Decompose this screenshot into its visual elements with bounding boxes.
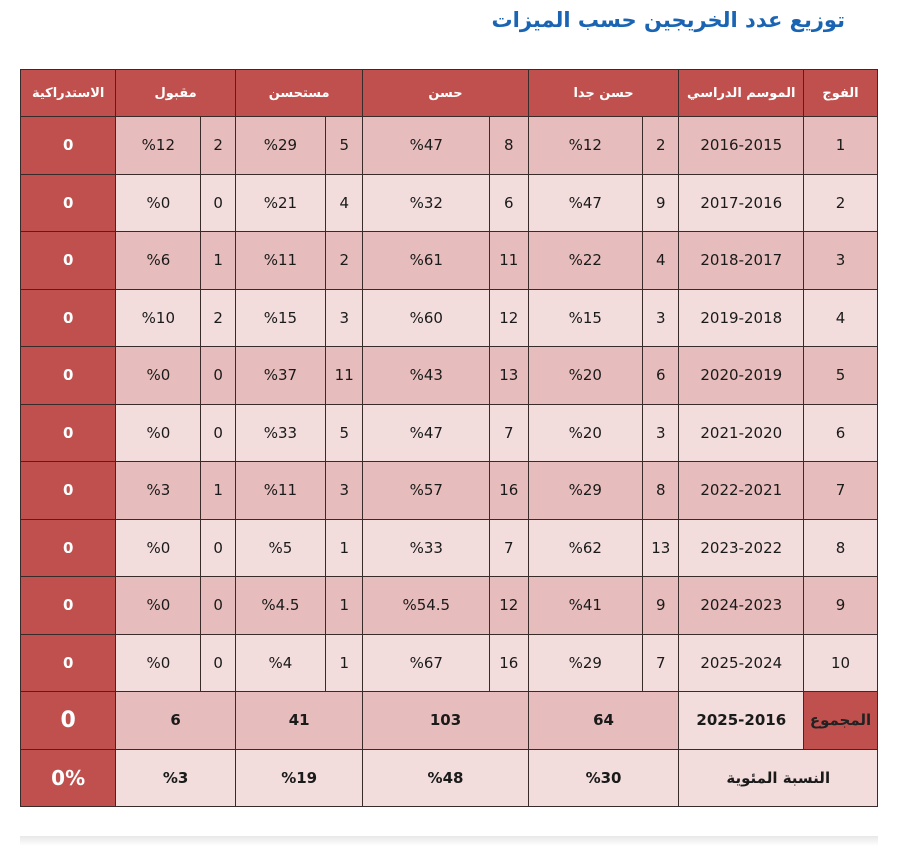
cell-good-count: 7 (490, 404, 528, 462)
table-shadow (20, 836, 878, 846)
cell-fairly-good-percent: %15 (235, 289, 325, 347)
cell-very-good-count: 9 (643, 174, 679, 232)
cell-cohort: 4 (804, 289, 878, 347)
cell-fairly-good-percent: %11 (235, 462, 325, 520)
table-row (21, 519, 878, 577)
cell-good-percent: %67 (363, 634, 490, 692)
cell-season: 2022-2021 (679, 462, 804, 520)
cell-passable-count: 0 (201, 174, 235, 232)
cell-very-good-count: 13 (643, 519, 679, 577)
cell-season: 2019-2018 (679, 289, 804, 347)
totals-label-cell (804, 692, 878, 750)
header-row (21, 70, 878, 117)
cell-strategic: 0 (21, 519, 116, 577)
cell-good-count: 11 (490, 232, 528, 290)
cell-very-good-percent: %20 (528, 404, 642, 462)
header-passable: مقبول (116, 70, 236, 117)
cell-very-good-count: 7 (643, 634, 679, 692)
cell-cohort: 3 (804, 232, 878, 290)
cell-season: 2025-2024 (679, 634, 804, 692)
cell-season: 2016-2015 (679, 117, 804, 175)
cell-cohort: 10 (804, 634, 878, 692)
cell-good-count: 12 (490, 577, 528, 635)
totals-fairly-good: 41 (235, 692, 363, 750)
cell-fairly-good-count: 3 (325, 462, 362, 520)
cell-season: 2018-2017 (679, 232, 804, 290)
cell-passable-count: 2 (201, 289, 235, 347)
cell-good-percent: %54.5 (363, 577, 490, 635)
cell-passable-percent: %0 (116, 519, 201, 577)
cell-passable-percent: %0 (116, 577, 201, 635)
cell-very-good-count: 9 (643, 577, 679, 635)
cell-cohort: 2 (804, 174, 878, 232)
header-fairly-good: مستحسن (235, 70, 363, 117)
cell-fairly-good-percent: %5 (235, 519, 325, 577)
cell-fairly-good-percent: %33 (235, 404, 325, 462)
cell-fairly-good-percent: %11 (235, 232, 325, 290)
cell-passable-count: 1 (201, 462, 235, 520)
percentages-row (21, 749, 878, 807)
cell-passable-percent: %0 (116, 634, 201, 692)
cell-very-good-percent: %47 (528, 174, 642, 232)
cell-fairly-good-count: 1 (325, 577, 362, 635)
table-row (21, 404, 878, 462)
table-row (21, 232, 878, 290)
cell-strategic: 0 (21, 462, 116, 520)
cell-good-percent: %57 (363, 462, 490, 520)
cell-very-good-count: 4 (643, 232, 679, 290)
cell-passable-percent: %12 (116, 117, 201, 175)
cell-strategic: 0 (21, 404, 116, 462)
percentages-good: %48 (363, 749, 528, 807)
cell-very-good-count: 8 (643, 462, 679, 520)
cell-season: 2024-2023 (679, 577, 804, 635)
header-very-good: حسن جدا (528, 70, 679, 117)
cell-very-good-percent: %41 (528, 577, 642, 635)
cell-passable-count: 0 (201, 404, 235, 462)
header-strategic: الاستدراكية (21, 70, 116, 117)
cell-passable-count: 2 (201, 117, 235, 175)
table-row (21, 174, 878, 232)
cell-passable-percent: %0 (116, 347, 201, 405)
page-title: توزيع عدد الخريجين حسب الميزات (491, 8, 845, 32)
cell-passable-percent: %0 (116, 404, 201, 462)
cell-passable-count: 0 (201, 634, 235, 692)
totals-strategic: 0 (21, 692, 116, 750)
cell-cohort: 5 (804, 347, 878, 405)
cell-strategic: 0 (21, 634, 116, 692)
cell-passable-percent: %6 (116, 232, 201, 290)
cell-very-good-percent: %29 (528, 462, 642, 520)
cell-season: 2023-2022 (679, 519, 804, 577)
cell-passable-percent: %10 (116, 289, 201, 347)
cell-fairly-good-percent: %4.5 (235, 577, 325, 635)
totals-row (21, 692, 878, 750)
cell-good-percent: %47 (363, 117, 490, 175)
totals-very-good: 64 (528, 692, 679, 750)
totals-passable: 6 (116, 692, 236, 750)
table-row (21, 117, 878, 175)
cell-cohort: 6 (804, 404, 878, 462)
percentages-passable: %3 (116, 749, 236, 807)
percentages-label: النسبة المئوية (679, 749, 878, 807)
percentages-very-good: %30 (528, 749, 679, 807)
cell-very-good-percent: %22 (528, 232, 642, 290)
cell-good-count: 12 (490, 289, 528, 347)
cell-cohort: 1 (804, 117, 878, 175)
cell-good-count: 13 (490, 347, 528, 405)
percentages-strategic: 0% (21, 749, 116, 807)
cell-cohort: 8 (804, 519, 878, 577)
cell-good-count: 8 (490, 117, 528, 175)
cell-good-percent: %43 (363, 347, 490, 405)
cell-strategic: 0 (21, 577, 116, 635)
graduates-table (20, 69, 878, 807)
cell-very-good-count: 6 (643, 347, 679, 405)
cell-fairly-good-count: 2 (325, 232, 362, 290)
cell-passable-count: 1 (201, 232, 235, 290)
cell-fairly-good-percent: %4 (235, 634, 325, 692)
header-good: حسن (363, 70, 528, 117)
cell-very-good-count: 2 (643, 117, 679, 175)
cell-passable-count: 0 (201, 347, 235, 405)
cell-strategic: 0 (21, 347, 116, 405)
totals-season: 2025-2016 (679, 692, 804, 750)
cell-good-percent: %32 (363, 174, 490, 232)
cell-good-count: 7 (490, 519, 528, 577)
cell-fairly-good-percent: %29 (235, 117, 325, 175)
cell-fairly-good-count: 3 (325, 289, 362, 347)
cell-strategic: 0 (21, 289, 116, 347)
cell-strategic: 0 (21, 174, 116, 232)
cell-passable-count: 0 (201, 577, 235, 635)
cell-good-percent: %33 (363, 519, 490, 577)
cell-cohort: 7 (804, 462, 878, 520)
table-row (21, 289, 878, 347)
cell-good-count: 16 (490, 462, 528, 520)
cell-very-good-count: 3 (643, 289, 679, 347)
header-cohort: الفوج (804, 70, 878, 117)
cell-season: 2020-2019 (679, 347, 804, 405)
header-season: الموسم الدراسي (679, 70, 804, 117)
cell-good-percent: %47 (363, 404, 490, 462)
cell-very-good-count: 3 (643, 404, 679, 462)
cell-very-good-percent: %15 (528, 289, 642, 347)
cell-season: 2021-2020 (679, 404, 804, 462)
percentages-fairly-good: %19 (235, 749, 363, 807)
cell-very-good-percent: %20 (528, 347, 642, 405)
cell-fairly-good-count: 1 (325, 519, 362, 577)
cell-fairly-good-count: 4 (325, 174, 362, 232)
cell-good-count: 6 (490, 174, 528, 232)
cell-season: 2017-2016 (679, 174, 804, 232)
cell-fairly-good-count: 5 (325, 404, 362, 462)
cell-fairly-good-percent: %21 (235, 174, 325, 232)
table-row (21, 347, 878, 405)
cell-good-percent: %60 (363, 289, 490, 347)
totals-good: 103 (363, 692, 528, 750)
cell-fairly-good-count: 1 (325, 634, 362, 692)
table-row (21, 462, 878, 520)
cell-fairly-good-count: 5 (325, 117, 362, 175)
table-row (21, 634, 878, 692)
table-row (21, 577, 878, 635)
cell-very-good-percent: %62 (528, 519, 642, 577)
cell-passable-count: 0 (201, 519, 235, 577)
cell-very-good-percent: %12 (528, 117, 642, 175)
cell-passable-percent: %3 (116, 462, 201, 520)
cell-passable-percent: %0 (116, 174, 201, 232)
cell-cohort: 9 (804, 577, 878, 635)
totals-label: المجموع (809, 711, 872, 730)
cell-strategic: 0 (21, 117, 116, 175)
cell-fairly-good-count: 11 (325, 347, 362, 405)
cell-good-percent: %61 (363, 232, 490, 290)
cell-good-count: 16 (490, 634, 528, 692)
cell-fairly-good-percent: %37 (235, 347, 325, 405)
cell-very-good-percent: %29 (528, 634, 642, 692)
cell-strategic: 0 (21, 232, 116, 290)
